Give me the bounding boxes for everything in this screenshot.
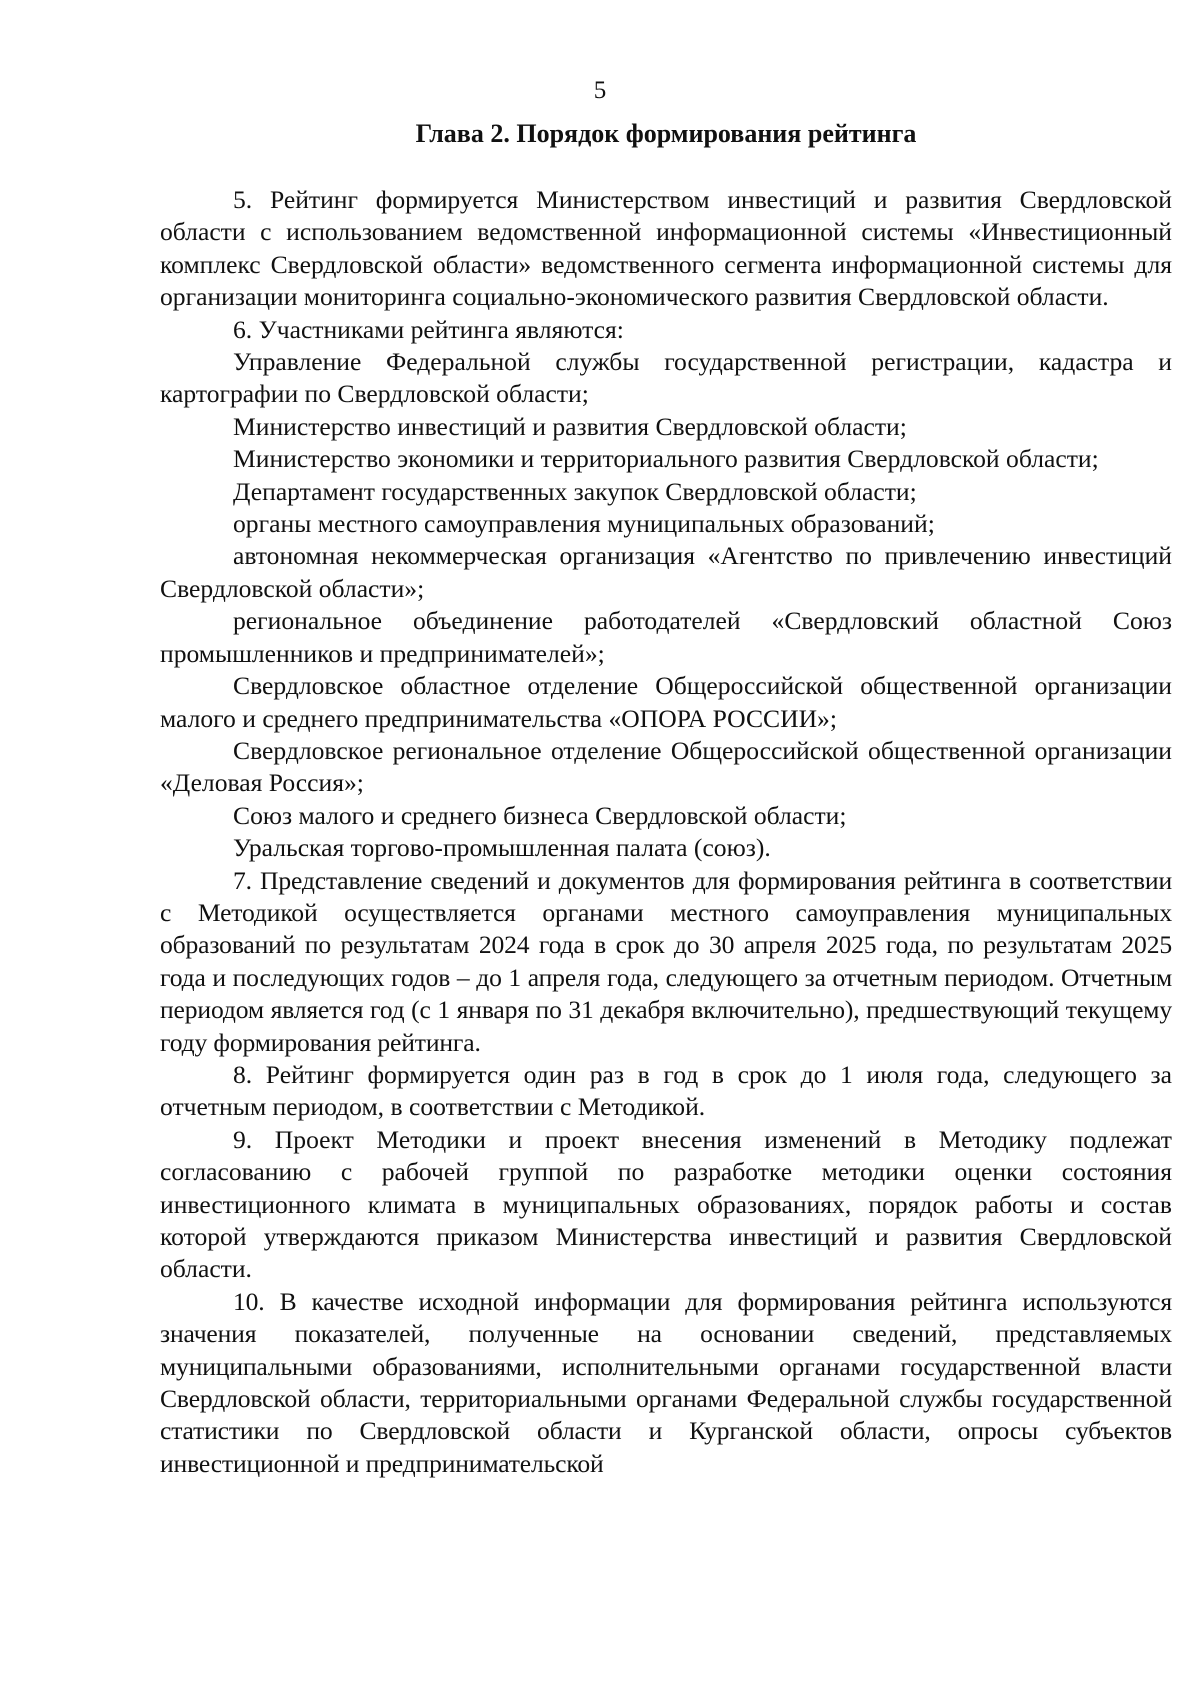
- participant-opora-russia: Свердловское областное отделение Общероссийской общественной организации малого и среднего предпринимательства «ОПОРА РОССИИ»;: [160, 671, 1172, 733]
- paragraph-9: 9. Проект Методики и проект внесения изменений в Методику подлежат согласованию с рабочей группой по разработке методики оценки состояния инвестиционного климата в муниципальных образованиях, порядок работы и состав которой утверждаются приказом Министерства инвестиций и развития Свердловской области.: [160, 1124, 1172, 1284]
- paragraph-5: 5. Рейтинг формируется Министерством инвестиций и развития Свердловской области с использованием ведомственной информационной системы «Инвестиционный комплекс Свердловской области» ведомственного сегмента информационной системы для организации мониторинга социально-экономического развития Свердловской области.: [160, 185, 1172, 312]
- participant-delovaya-rossiya: Свердловское региональное отделение Общероссийской общественной организации «Деловая Россия»;: [160, 735, 1172, 798]
- participant-ministry-investment: Министерство инвестиций и развития Свердловской области;: [233, 411, 907, 441]
- participant-ministry-economy: Министерство экономики и территориального развития Свердловской области;: [233, 444, 1099, 474]
- participant-employers-union: региональное объединение работодателей «Свердловский областной Союз промышленников и предпринимателей»;: [160, 606, 1172, 668]
- participant-investment-agency: автономная некоммерческая организация «Агентство по привлечению инвестиций Свердловской области»;: [160, 541, 1172, 603]
- paragraph-7: 7. Представление сведений и документов для формирования рейтинга в соответствии с Методикой осуществляется органами местного самоуправления муниципальных образований по результатам 2024 года в срок до 30 апреля 2025 года, по результатам 2025 года и последующих годов – до 1 апреля года, следующего за отчетным периодом. Отчетным периодом является год (с 1 января по 31 декабря включительно), предшествующий текущему году формирования рейтинга.: [160, 865, 1172, 1057]
- paragraph-8: 8. Рейтинг формируется один раз в год в срок до 1 июля года, следующего за отчетным периодом, в соответствии с Методикой.: [160, 1059, 1172, 1122]
- paragraph-6-intro: 6. Участниками рейтинга являются:: [233, 314, 624, 344]
- document-body: [160, 184, 1172, 1480]
- participant-chamber-of-commerce: Уральская торгово-промышленная палата (союз).: [233, 833, 771, 863]
- page-number: 5: [593, 77, 607, 104]
- participant-procurement-department: Департамент государственных закупок Свердловской области;: [233, 476, 917, 506]
- participant-small-business-union: Союз малого и среднего бизнеса Свердловской области;: [233, 800, 847, 830]
- participant-local-governments: органы местного самоуправления муниципальных образований;: [233, 509, 935, 539]
- paragraph-10: 10. В качестве исходной информации для формирования рейтинга используются значения показателей, полученные на основании сведений, представляемых муниципальными образованиями, исполнительными органами государственной власти Свердловской области, территориальными органами Федеральной службы государственной статистики по Свердловской области и Курганской области, опросы субъектов инвестиционной и предпринимательской: [160, 1286, 1172, 1478]
- participant-rosreestr: Управление Федеральной службы государственной регистрации, кадастра и картографии по Свердловской области;: [160, 347, 1172, 409]
- chapter-title: Глава 2. Порядок формирования рейтинга: [415, 119, 917, 148]
